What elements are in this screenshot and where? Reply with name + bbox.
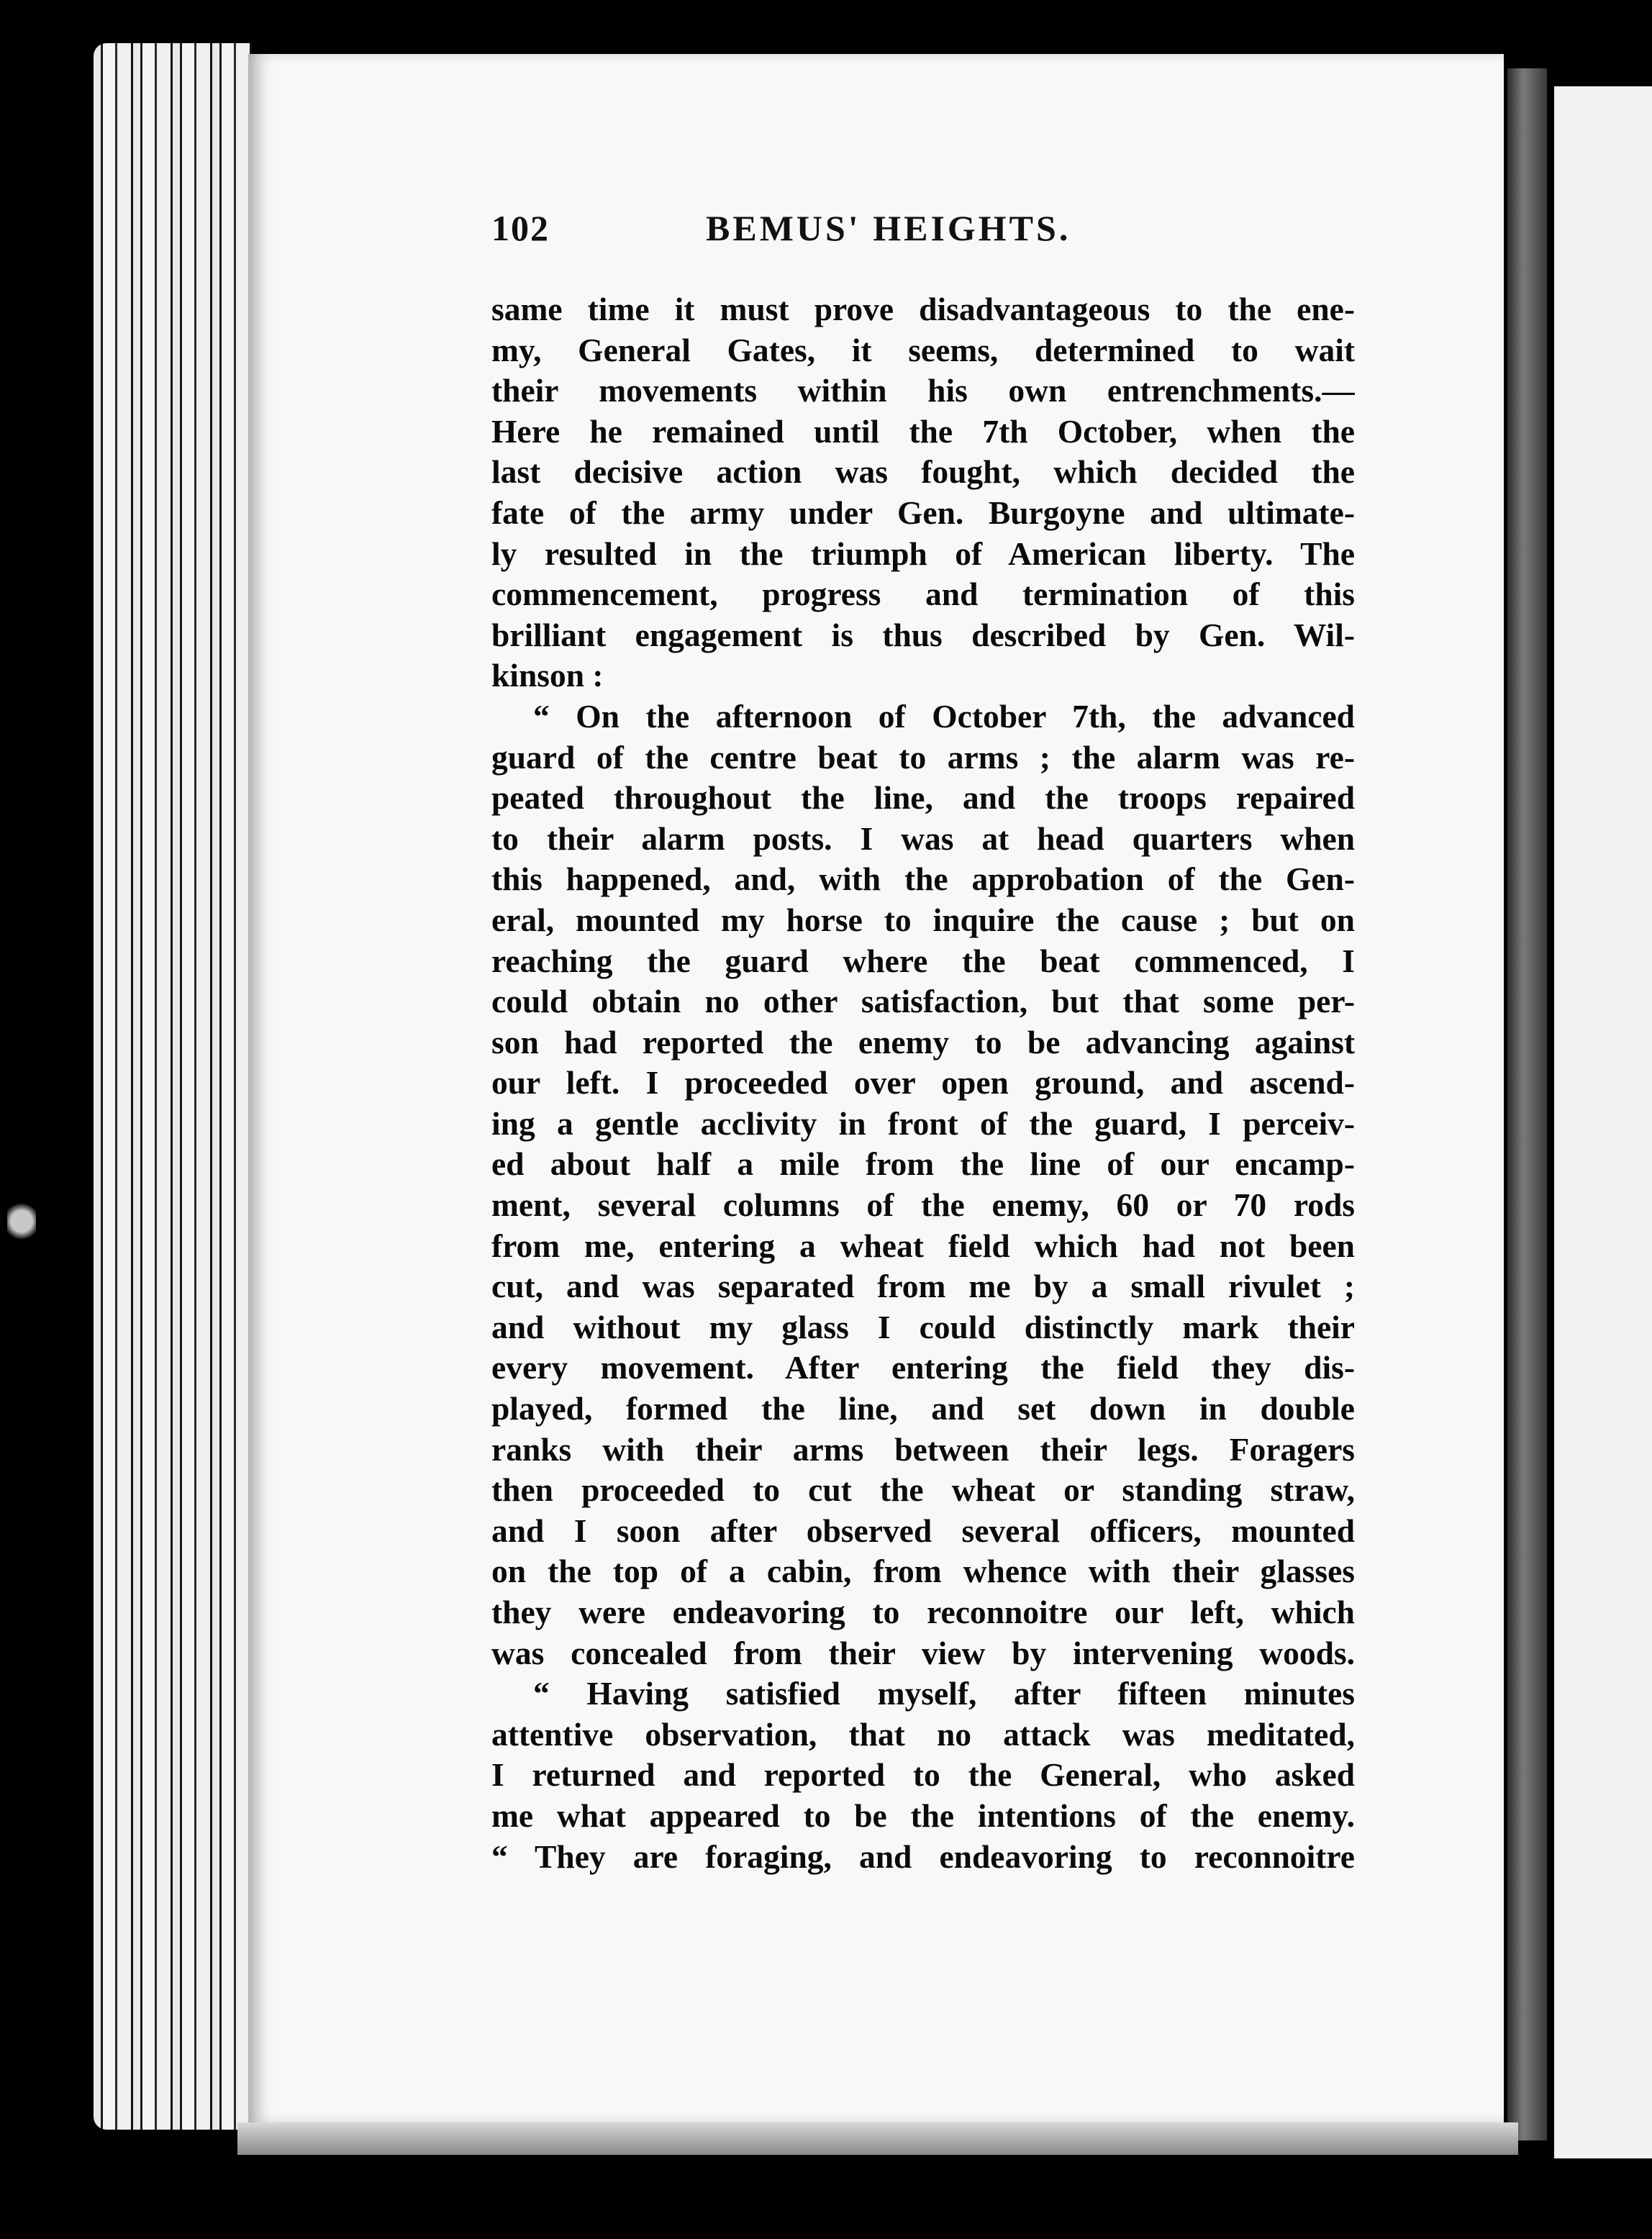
binding-mark [7,1194,36,1248]
text-line: their movements within his own entrenchments.— [491,372,1355,409]
text-line: I returned and reported to the General, who asked [491,1756,1355,1794]
text-line: then proceeded to cut the wheat or standing straw, [491,1471,1355,1509]
page-number: 102 [491,208,550,248]
text-line: our left. I proceeded over open ground, and ascend- [491,1064,1355,1102]
paragraph-start-line: “ Having satisfied myself, after fifteen minutes [533,1675,1355,1712]
text-line: every movement. After entering the field they dis- [491,1349,1355,1386]
text-line: kinson : [491,657,604,694]
facing-page-edge [1554,86,1652,2158]
text-line: ly resulted in the triumph of American liberty. The [491,535,1355,572]
text-line: this happened, and, with the approbation of the Gen- [491,860,1355,898]
text-line: eral, mounted my horse to inquire the cause ; but on [491,901,1355,938]
text-line: attentive observation, that no attack was meditated, [491,1715,1355,1753]
text-line: last decisive action was fought, which decided the [491,453,1355,491]
text-line: reaching the guard where the beat commenced, I [491,942,1355,979]
text-line: same time it must prove disadvantageous to the ene- [491,291,1355,327]
stacked-page-edges [94,43,252,2130]
text-line: peated throughout the line, and the troops repaired [491,779,1355,817]
text-line: “ They are foraging, and endeavoring to reconnoitre [491,1838,1355,1875]
text-line: from me, entering a wheat field which had not been [491,1227,1355,1264]
text-line: and without my glass I could distinctly mark their [491,1308,1355,1345]
text-line: commencement, progress and termination of this [491,576,1355,613]
text-line: on the top of a cabin, from whence with their glasses [491,1553,1355,1590]
text-line: guard of the centre beat to arms ; the alarm was re- [491,738,1355,776]
text-line: they were endeavoring to reconnoitre our left, which [491,1594,1355,1630]
text-line: ranks with their arms between their legs. Foragers [491,1430,1355,1468]
text-line: could obtain no other satisfaction, but that some per- [491,983,1355,1020]
page-gutter-shadow [1507,68,1547,2140]
text-line: ment, several columns of the enemy, 60 or 70 rods [491,1186,1355,1224]
running-head-title: BEMUS' HEIGHTS. [706,208,1071,248]
book-bottom-edge [237,2122,1518,2155]
text-line: ed about half a mile from the line of our encamp- [491,1145,1355,1183]
text-line: brilliant engagement is thus described by Gen. Wil- [491,616,1355,653]
text-line: cut, and was separated from me by a small rivulet ; [491,1268,1355,1305]
text-line: to their alarm posts. I was at head quarters when [491,819,1355,857]
text-line: was concealed from their view by intervening woods. [491,1634,1355,1671]
body-text [491,289,1355,1877]
running-head [491,207,1369,258]
text-line: ing a gentle acclivity in front of the guard, I perceiv- [491,1104,1355,1142]
paragraph-start-line: “ On the afternoon of October 7th, the advanced [533,697,1355,735]
text-line: fate of the army under Gen. Burgoyne and ultimate- [491,494,1355,531]
text-line: and I soon after observed several officers, mounted [491,1512,1355,1549]
text-line: Here he remained until the 7th October, when the [491,412,1355,450]
text-line: played, formed the line, and set down in double [491,1390,1355,1427]
text-line: son had reported the enemy to be advancing against [491,1023,1355,1061]
text-line: my, General Gates, it seems, determined to wait [491,331,1355,368]
text-line: me what appeared to be the intentions of the enemy. [491,1797,1355,1834]
